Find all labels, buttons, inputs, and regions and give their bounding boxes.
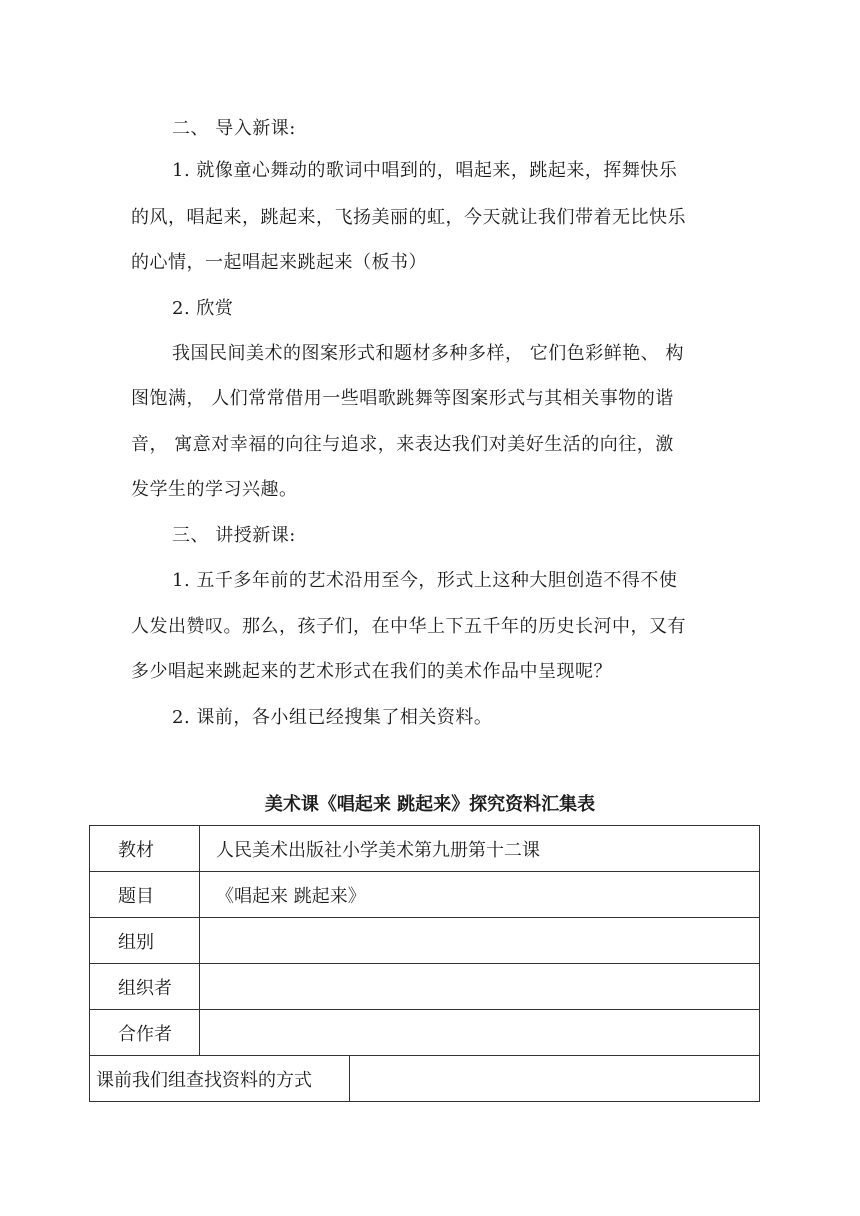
paragraph-line: 发学生的学习兴趣。 xyxy=(131,479,298,500)
table-row xyxy=(90,918,760,964)
paragraph-line: 图饱满， 人们常常借用一些唱歌跳舞等图案形式与其相关事物的谐 xyxy=(131,388,674,409)
table-row xyxy=(90,1056,760,1102)
row-label: 题目 xyxy=(90,872,200,918)
row-label: 组别 xyxy=(90,918,200,964)
table-row xyxy=(90,964,760,1010)
row-label: 课前我们组查找资料的方式 xyxy=(90,1056,350,1102)
heading-new-lesson: 三、 讲授新课: xyxy=(172,525,296,546)
paragraph-line: 的风，唱起来，跳起来，飞扬美丽的虹，今天就让我们带着无比快乐 xyxy=(131,207,686,228)
table-row xyxy=(90,872,760,918)
paragraph-line: 1. 五千多年前的艺术沿用至今，形式上这种大胆创造不得不使 xyxy=(172,570,678,591)
row-value xyxy=(350,1056,760,1102)
paragraph-line: 我国民间美术的图案形式和题材多种多样， 它们色彩鲜艳、 构 xyxy=(172,343,684,364)
subheading-appreciate: 2. 欣赏 xyxy=(172,298,234,319)
row-label: 教材 xyxy=(90,826,200,872)
paragraph-line: 的心情，一起唱起来跳起来（板书） xyxy=(131,252,427,273)
heading-lead-in: 二、 导入新课: xyxy=(172,118,296,139)
row-value xyxy=(200,1010,760,1056)
row-value xyxy=(200,964,760,1010)
row-value: 《唱起来 跳起来》 xyxy=(200,872,760,918)
row-value: 人民美术出版社小学美术第九册第十二课 xyxy=(200,826,760,872)
paragraph-line: 人发出赞叹。那么，孩子们，在中华上下五千年的历史长河中，又有 xyxy=(131,616,686,637)
resource-table xyxy=(89,825,760,1102)
row-label: 组织者 xyxy=(90,964,200,1010)
paragraph-line: 多少唱起来跳起来的艺术形式在我们的美术作品中呈现呢？ xyxy=(131,661,612,682)
row-label: 合作者 xyxy=(90,1010,200,1056)
row-value xyxy=(200,918,760,964)
paragraph-line: 音， 寓意对幸福的向往与追求，来表达我们对美好生活的向往，激 xyxy=(131,434,674,455)
table-title: 美术课《唱起来 跳起来》探究资料汇集表 xyxy=(264,794,596,815)
paragraph-line: 2. 课前，各小组已经搜集了相关资料。 xyxy=(172,707,493,728)
paragraph-line: 1. 就像童心舞动的歌词中唱到的，唱起来，跳起来，挥舞快乐 xyxy=(172,160,678,181)
table-row xyxy=(90,1010,760,1056)
table-row xyxy=(90,826,760,872)
